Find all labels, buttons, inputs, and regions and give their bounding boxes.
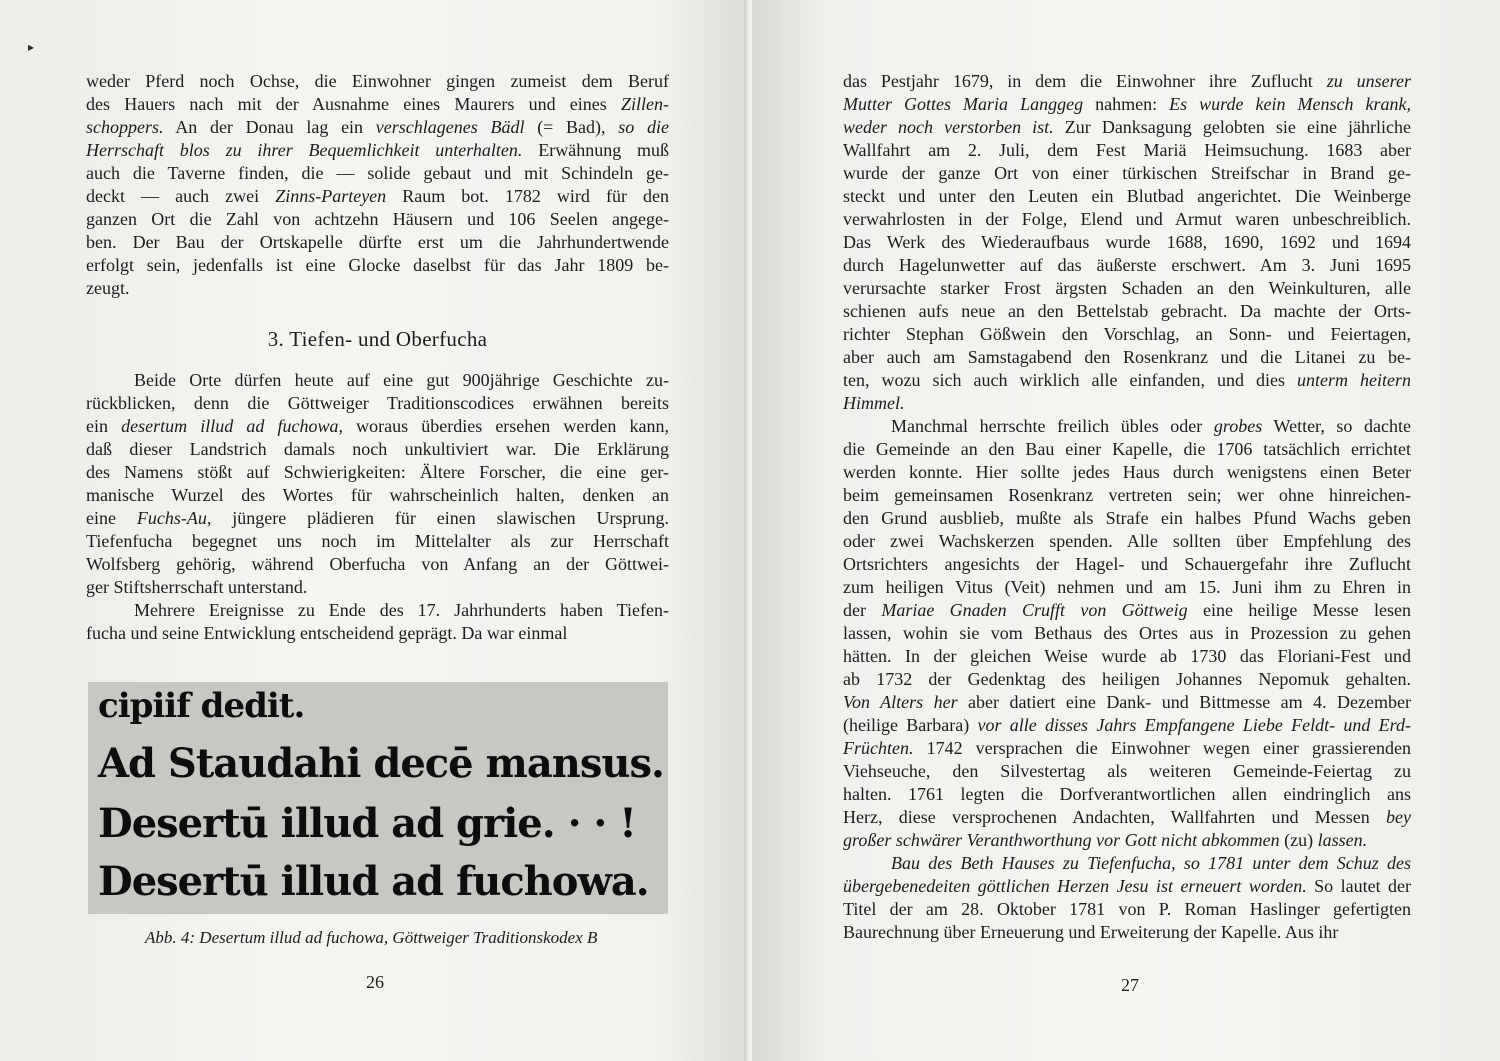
text-run: manische Wurzel des Wortes für wahrscheinlich halten, denken an	[86, 485, 669, 505]
text-line	[86, 116, 669, 139]
right-page	[752, 0, 1500, 1061]
text-run: (= Bad),	[524, 117, 619, 137]
text-run: jüngere plädieren für einen slawischen Ursprung.	[211, 508, 669, 528]
text-line	[843, 116, 1411, 139]
text-run: ab 1732 der Gedenktag des heiligen Johannes Nepomuk gehalten.	[843, 669, 1411, 689]
text-line	[86, 484, 669, 507]
italic-run: unterm heitern	[1297, 370, 1411, 390]
text-line	[843, 185, 1411, 208]
text-run: der	[843, 600, 882, 620]
text-run: So lautet der	[1306, 876, 1412, 896]
text-run: erfolgt sein, jedenfalls ist eine Glocke daselbst für das Jahr 1809 be-	[86, 255, 669, 275]
manuscript-figure	[88, 682, 668, 914]
italic-run: Zinns-Parteyen	[275, 186, 387, 206]
text-line	[843, 668, 1411, 691]
text-line	[86, 622, 669, 645]
text-line	[843, 576, 1411, 599]
text-line	[86, 438, 669, 461]
text-run: Mehrere Ereignisse zu Ende des 17. Jahrhunderts haben Tiefen-	[134, 600, 669, 620]
text-line	[843, 369, 1411, 392]
figure-caption: Abb. 4: Desertum illud ad fuchowa, Göttweiger Traditionskodex B	[145, 928, 598, 947]
left-page	[0, 0, 748, 1061]
manuscript-line: Desertū illud ad grie. · · !	[98, 800, 636, 847]
italic-run: Himmel.	[843, 393, 905, 413]
text-run: ger Stiftsherrschaft unterstand.	[86, 577, 308, 597]
text-line	[86, 277, 669, 300]
italic-run: Es wurde kein Mensch krank,	[1169, 94, 1412, 114]
text-run: Erwähnung muß	[522, 140, 669, 160]
text-line	[843, 254, 1411, 277]
manuscript-line: cipiif dedit.	[98, 686, 305, 726]
text-run: zeugt.	[86, 278, 130, 298]
text-run: hätten. In der gleichen Weise wurde ab 1730 das Floriani-Fest und	[843, 646, 1411, 666]
text-line	[843, 783, 1411, 806]
text-line	[843, 645, 1411, 668]
italic-run: Von Alters her	[843, 692, 958, 712]
text-run: ten, wozu sich auch wirklich alle einfanden, und dies	[843, 370, 1297, 390]
italic-run: großer schwärer Veranthworthung vor Gott nicht abkommen	[843, 830, 1280, 850]
text-run: nahmen:	[1083, 94, 1170, 114]
text-run: das Pestjahr 1679, in dem die Einwohner ihre Zuflucht	[843, 71, 1327, 91]
text-line	[843, 599, 1411, 622]
right-paragraph-3	[843, 852, 1411, 944]
text-line	[86, 231, 669, 254]
italic-run: Fuchs-Au,	[136, 508, 212, 528]
text-run: Manchmal herrschte freilich übles oder	[891, 416, 1214, 436]
text-run: aber auch am Samstagabend den Rosenkranz und die Litanei zu be-	[843, 347, 1411, 367]
italic-run: bey	[1386, 807, 1411, 827]
text-line	[843, 737, 1411, 760]
manuscript-line: Ad Staudahi decē mansus.	[98, 740, 664, 787]
text-run: fucha und seine Entwicklung entscheidend geprägt. Da war einmal	[86, 623, 568, 643]
text-line	[86, 461, 669, 484]
text-line	[86, 599, 669, 622]
italic-run: Mutter Gottes Maria Langgeg	[843, 94, 1084, 114]
text-line	[843, 438, 1411, 461]
text-run: zum heiligen Vitus (Veit) nehmen und am 15. Juni ihm zu Ehren in	[843, 577, 1411, 597]
text-line	[843, 921, 1411, 944]
text-run: die Gemeinde an den Bau einer Kapelle, die 1706 tatsächlich errichtet	[843, 439, 1411, 459]
text-run: verursachte starker Frost ärgsten Schaden an den Weinkulturen, alle	[843, 278, 1411, 298]
italic-run: weder noch verstorben ist.	[843, 117, 1054, 137]
italic-run: übergebenedeiten göttlichen Herzen Jesu ist erneuert worden.	[843, 876, 1307, 896]
italic-run: verschlagenes Bädl	[375, 117, 525, 137]
text-line	[843, 530, 1411, 553]
text-run: Wolfsberg gehörig, während Oberfucha von Anfang an der Göttwei-	[86, 554, 669, 574]
text-line	[86, 185, 669, 208]
scan-mark: ▸	[28, 40, 35, 54]
text-run: rückblicken, denn die Göttweiger Traditionscodices erwähnen bereits	[86, 393, 669, 413]
text-line	[86, 208, 669, 231]
text-line	[843, 507, 1411, 530]
text-run: Viehseuche, den Silvestertag als weiteren Gemeinde-Feiertag zu	[843, 761, 1411, 781]
page-number: 26	[366, 972, 384, 992]
text-run: halten. 1761 legten die Dorfverantwortlichen allen eindringlich ans	[843, 784, 1411, 804]
text-line	[86, 93, 669, 116]
text-run: werden konnte. Hier sollte jedes Haus durch wenigstens einen Beter	[843, 462, 1411, 482]
text-run: oder zwei Wachskerzen spenden. Alle sollten über Empfehlung des	[843, 531, 1411, 551]
text-run: Raum bot. 1782 wird für den	[386, 186, 670, 206]
text-run: beim gemeinsamen Rosenkranz vertreten sein; wer ohne hinreichen-	[843, 485, 1411, 505]
text-line	[86, 392, 669, 415]
text-line	[843, 231, 1411, 254]
italic-run: Früchten.	[843, 738, 914, 758]
text-run: eine	[86, 508, 137, 528]
text-run: weder Pferd noch Ochse, die Einwohner gingen zumeist dem Beruf	[86, 71, 669, 91]
text-run: 1742 versprachen die Einwohner wegen einer grassierenden	[913, 738, 1411, 758]
text-line	[843, 415, 1411, 438]
italic-run: Zillen-	[621, 94, 669, 114]
text-line	[86, 530, 669, 553]
text-run: verwahrlosten in der Folge, Elend und Armut waren unbeschreiblich.	[843, 209, 1411, 229]
text-line	[86, 369, 669, 392]
text-run: eine heilige Messe lesen	[1187, 600, 1411, 620]
italic-run: schoppers.	[86, 117, 164, 137]
text-line	[843, 70, 1411, 93]
text-line	[86, 553, 669, 576]
text-run: daß dieser Landstrich damals noch unkultiviert war. Die Erklärung	[86, 439, 669, 459]
text-run: Titel der am 28. Oktober 1781 von P. Roman Haslinger gefertigten	[843, 899, 1411, 919]
left-paragraph-2	[86, 369, 669, 599]
italic-run: Mariae Gnaden Crufft von Göttweig	[881, 600, 1188, 620]
manuscript-line: Desertū illud ad fuchowa.	[98, 858, 649, 905]
text-line	[843, 346, 1411, 369]
text-run: (heilige Barbara)	[843, 715, 978, 735]
text-run: An der Donau lag ein	[163, 117, 376, 137]
italic-run: Herrschaft blos zu ihrer Bequemlichkeit unterhalten.	[86, 140, 523, 160]
text-line	[86, 162, 669, 185]
text-run: (zu)	[1279, 830, 1318, 850]
text-run: lassen, wohin sie vom Bethaus des Ortes aus in Prozession zu gehen	[843, 623, 1411, 643]
text-line	[86, 70, 669, 93]
text-run: Baurechnung über Erneuerung und Erweiterung der Kapelle. Aus ihr	[843, 922, 1339, 942]
text-line	[843, 553, 1411, 576]
text-line	[843, 829, 1411, 852]
text-run: Das Werk des Wiederaufbaus wurde 1688, 1690, 1692 und 1694	[843, 232, 1411, 252]
text-line	[843, 691, 1411, 714]
italic-run: Bau des Beth Hauses zu Tiefenfucha, so 1781 unter dem Schuz des	[891, 853, 1411, 873]
italic-run: lassen.	[1317, 830, 1368, 850]
text-run: aber datiert eine Dank- und Bittmesse am 4. Dezember	[957, 692, 1411, 712]
text-run: steckt und unter den Leuten ein Blutbad angerichtet. Die Weinberge	[843, 186, 1411, 206]
text-run: ben. Der Bau der Ortskapelle dürfte erst um die Jahrhundertwende	[86, 232, 669, 252]
text-line	[86, 415, 669, 438]
text-run: des Hauers nach mit der Ausnahme eines Maurers und eines	[86, 94, 621, 114]
italic-run: vor alle disses Jahrs Empfangene Liebe Feldt- und Erd-	[977, 715, 1411, 735]
text-line	[843, 392, 1411, 415]
text-line	[843, 208, 1411, 231]
text-run: des Namens stößt auf Schwierigkeiten: Ältere Forscher, die eine ger-	[86, 462, 669, 482]
italic-run: so die	[618, 117, 669, 137]
text-run: Wallfahrt am 2. Juli, dem Fest Mariä Heimsuchung. 1683 aber	[843, 140, 1411, 160]
text-run: Ortsrichters angesichts der Hagel- und Schauergefahr ihre Zuflucht	[843, 554, 1411, 574]
text-run: Zur Danksagung gelobten sie eine jährliche	[1053, 117, 1411, 137]
text-line	[86, 139, 669, 162]
text-line	[843, 852, 1411, 875]
text-run: deckt — auch zwei	[86, 186, 276, 206]
text-line	[843, 93, 1411, 116]
text-line	[843, 461, 1411, 484]
text-line	[86, 507, 669, 530]
text-line	[843, 484, 1411, 507]
text-line	[843, 622, 1411, 645]
text-line	[843, 806, 1411, 829]
text-line	[843, 760, 1411, 783]
text-run: auch die Taverne finden, die — solide gebaut und mit Schindeln ge-	[86, 163, 669, 183]
text-run: Beide Orte dürfen heute auf eine gut 900jährige Geschichte zu-	[134, 370, 669, 390]
italic-run: desertum illud ad fuchowa,	[121, 416, 343, 436]
text-run: ganzen Ort die Zahl von achtzehn Häusern und 106 Seelen angege-	[86, 209, 669, 229]
section-heading: 3. Tiefen- und Oberfucha	[267, 327, 488, 351]
left-paragraph-3	[86, 599, 669, 645]
text-run: den Grund ausblieb, mußte als Strafe ein halbes Pfund Wachs geben	[843, 508, 1411, 528]
text-line	[843, 300, 1411, 323]
text-run: Herz, diese versprochenen Andachten, Wallfahrten und Messen	[843, 807, 1387, 827]
text-run: ein	[86, 416, 122, 436]
text-line	[843, 875, 1411, 898]
text-line	[86, 576, 669, 599]
right-paragraph-1	[843, 70, 1411, 415]
text-run: Wetter, so dachte	[1262, 416, 1412, 436]
text-line	[843, 323, 1411, 346]
text-line	[843, 714, 1411, 737]
text-run: woraus überdies ersehen werden kann,	[342, 416, 669, 436]
text-line	[843, 162, 1411, 185]
right-paragraph-2	[843, 415, 1411, 852]
italic-run: zu unserer	[1326, 71, 1411, 91]
page-number: 27	[1121, 975, 1139, 995]
text-line	[843, 139, 1411, 162]
text-line	[843, 898, 1411, 921]
text-run: schienen aufs neue an den Bettelstab gebracht. Da machte der Orts-	[843, 301, 1411, 321]
left-paragraph-1	[86, 70, 669, 300]
text-run: wurde der ganze Ort von einer türkischen Streifschar in Brand ge-	[843, 163, 1411, 183]
text-run: richter Stephan Gößwein den Vorschlag, an Sonn- und Feiertagen,	[843, 324, 1411, 344]
text-run: durch Hagelunwetter auf das äußerste erschwert. Am 3. Juni 1695	[843, 255, 1411, 275]
text-line	[843, 277, 1411, 300]
italic-run: grobes	[1213, 416, 1263, 436]
text-line	[86, 254, 669, 277]
text-run: Tiefenfucha begegnet uns noch im Mittelalter als zur Herrschaft	[86, 531, 669, 551]
